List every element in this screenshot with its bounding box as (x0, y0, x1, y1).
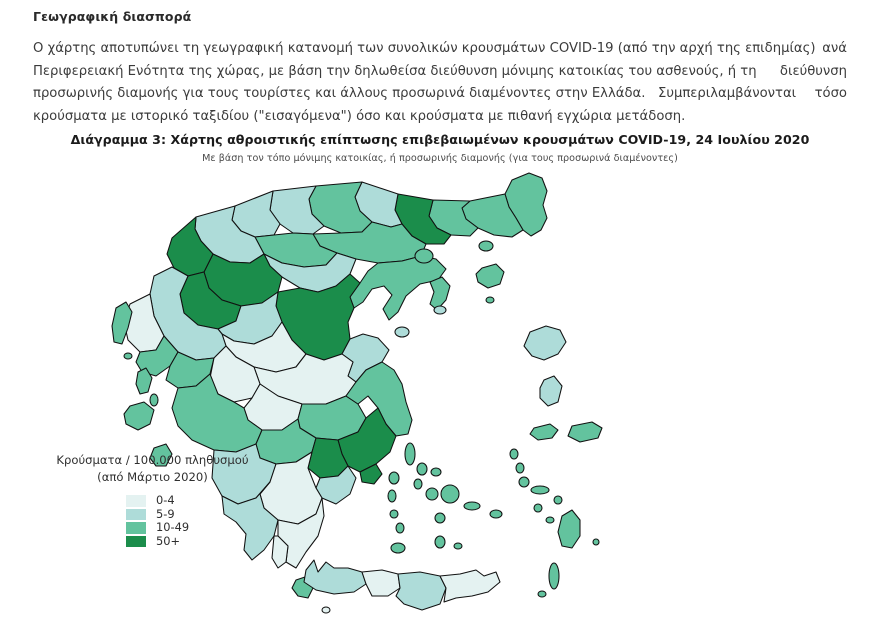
map-region-ikaria (530, 424, 558, 440)
map-region-chalkidiki (350, 256, 446, 320)
paragraph-line-4: κρούσματα με ιστορικό ταξιδίου ("εισαγόμενα") όσο και κρούσματα με πιθανή εγχώρια μετάδοση. (33, 108, 686, 124)
legend-swatch-5-9 (126, 509, 146, 521)
map-region-skyros-islet (434, 306, 446, 314)
legend-items (126, 494, 272, 548)
map-region-patmos-islet (510, 449, 518, 459)
map-region-serifos-islet (390, 510, 398, 518)
map-region-tilos-islet (546, 517, 554, 523)
map-region-agios-efstratios-islet (486, 297, 494, 303)
map-region-group-cyclades (388, 443, 480, 553)
map-region-rethymno (362, 570, 400, 596)
map-region-paros-islet (426, 488, 438, 500)
figure-subtitle: Με βάση τον τόπο μόνιμης κατοικίας, ή προσωρινής διαμονής (για τους προσωρινά διαμένοντες) (202, 153, 678, 164)
map-region-kythnos-islet (388, 490, 396, 502)
paragraph-line-3 (33, 83, 847, 106)
map-region-tinos-islet (417, 463, 427, 475)
map-region-anafi-islet (454, 543, 462, 549)
legend-row-50-plus (126, 535, 272, 549)
map-region-kefalonia (124, 402, 154, 430)
map-region-syros-islet (414, 479, 422, 489)
map-region-kos-islet (531, 486, 549, 494)
paragraph-line-1-main: Ο χάρτης αποτυπώνει τη γεωγραφική κατανομή των συνολικών κρουσμάτων COVID-19 (από την αρχή της επιδημίας) (33, 41, 816, 56)
legend-label-5-9: 5-9 (156, 506, 175, 521)
legend-row-0-4 (126, 494, 272, 508)
legend-label-50-plus: 50+ (156, 533, 181, 548)
paragraph-line-1 (33, 38, 847, 61)
map-region-chania (304, 560, 366, 594)
map-region-sifnos-islet (396, 523, 404, 533)
map-region-symi-islet (554, 496, 562, 504)
paragraph-line-3-main: προσωρινής διαμονής για τους τουρίστες και άλλους προσωρινά διαμένοντες στην Ελλάδα. Συμπεριλαμβάνονται (33, 86, 797, 101)
intro-paragraph (33, 38, 847, 128)
map-region-karpathos-islet (549, 563, 559, 589)
map-region-lasithi (440, 570, 500, 602)
map-region-santorini-islet (435, 536, 445, 548)
legend-row-10-49 (126, 521, 272, 535)
map-region-andros-islet (405, 443, 415, 465)
map-region-athos (430, 277, 450, 310)
legend-swatch-0-4 (126, 495, 146, 507)
map-region-group-north (167, 173, 547, 329)
paragraph-line-2 (33, 61, 847, 84)
map-region-chios (540, 376, 562, 406)
map-region-kastelorizo-islet (593, 539, 599, 545)
paragraph-line-2-main: Περιφερειακή Ενότητα της χώρας, με βάση την δηλωθείσα διεύθυνση μόνιμης κατοικίας του ασθενούς, ή τη (33, 63, 757, 79)
map-region-irakleio (396, 572, 446, 610)
map-region-samos (568, 422, 602, 442)
map-region-thasos-islet (415, 249, 433, 263)
map-region-group-dodecanese (490, 449, 599, 597)
map-region-kasos-islet (538, 591, 546, 597)
map-region-mykonos-islet (431, 468, 441, 476)
legend-title (40, 452, 265, 485)
figure-choropleth-map (0, 132, 880, 632)
section-heading: Γεωγραφική διασπορά (33, 9, 192, 24)
map-region-sporades-islet (395, 327, 409, 337)
map-region-naxos-islet (441, 485, 459, 503)
map-region-leros-islet (516, 463, 524, 473)
map-region-ithaki-islet (150, 394, 158, 406)
map-region-kalymnos-islet (519, 477, 529, 487)
map-region-paxoi-islet (124, 353, 132, 359)
map-region-milos-islet (391, 543, 405, 553)
map-region-lesvos (524, 326, 566, 360)
legend-swatch-10-49 (126, 522, 146, 534)
map-region-nisyros-islet (534, 504, 542, 512)
paragraph-line-1-tail: ανά (822, 41, 847, 56)
map-region-gavdos-islet (322, 607, 330, 613)
legend-row-5-9 (126, 508, 272, 522)
legend-label-0-4: 0-4 (156, 493, 175, 508)
map-legend (40, 452, 272, 548)
figure-title: Διάγραμμα 3: Χάρτης αθροιστικής επίπτωσης επιβεβαιωμένων κρουσμάτων COVID-19, 24 Ιουλίου 2020 (70, 132, 810, 147)
map-region-limnos (476, 264, 504, 288)
map-region-astypalaia-islet (490, 510, 502, 518)
paragraph-line-3-tail: τόσο (814, 86, 847, 101)
legend-swatch-50-plus (126, 536, 146, 548)
legend-label-10-49: 10-49 (156, 520, 190, 535)
paragraph-line-2-tail: διεύθυνση (779, 63, 847, 79)
legend-title-line1: Κρούσματα / 100.000 πληθυσμού (56, 453, 249, 467)
map-region-amorgos-islet (464, 502, 480, 510)
map-region-kea-islet (389, 472, 399, 484)
legend-title-line2: (από Μάρτιο 2020) (97, 469, 208, 484)
map-region-group-crete (304, 560, 500, 613)
map-region-rodos (558, 510, 580, 548)
map-region-samothraki-islet (479, 241, 493, 251)
map-region-ios-islet (435, 513, 445, 523)
